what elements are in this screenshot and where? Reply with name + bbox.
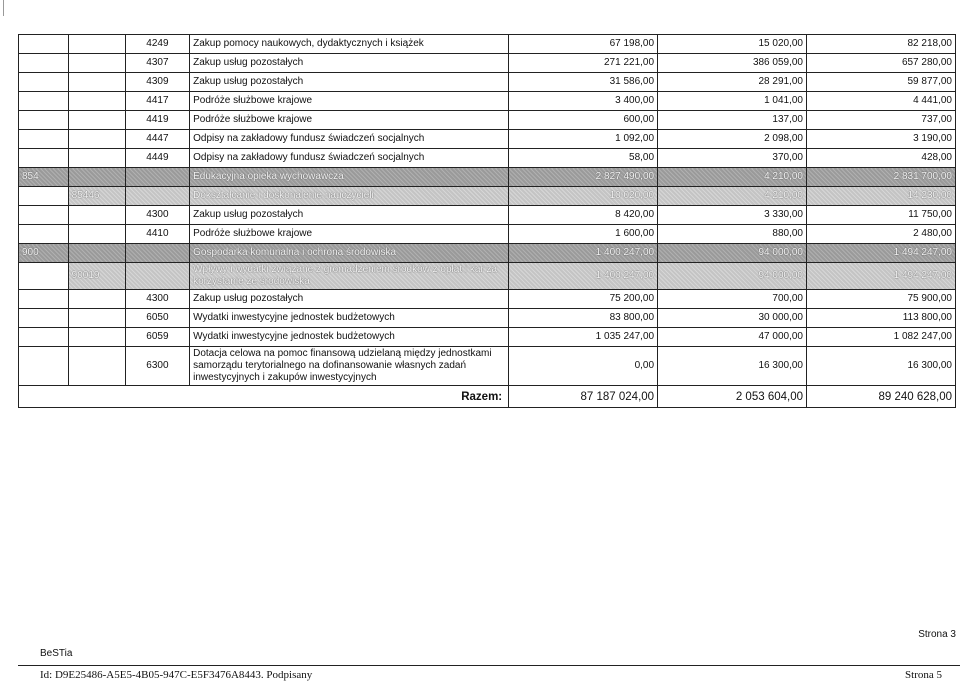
dzial-cell	[19, 206, 69, 225]
paragraf-cell-text: 4417	[146, 95, 169, 106]
value-2-cell-text: 4 210,00	[764, 190, 803, 201]
value-1-cell-text: 0,00	[634, 360, 655, 371]
value-3-cell-text: 737,00	[921, 114, 952, 125]
value-1-cell	[509, 54, 658, 73]
paragraf-cell	[125, 168, 189, 187]
value-3-cell-text: 16 300,00	[907, 360, 952, 371]
value-2-cell	[658, 73, 807, 92]
value-1-cell-text: 67 198,00	[609, 38, 655, 49]
dzial-cell	[19, 187, 69, 206]
name-cell-text: Zakup usług pozostałych	[193, 76, 304, 87]
paragraf-cell-text: 4249	[146, 38, 169, 49]
value-3-cell	[807, 244, 956, 263]
paragraf-cell	[125, 309, 189, 328]
name-cell-text: Odpisy na zakładowy fundusz świadczeń socjalnych	[193, 133, 425, 144]
value-3-cell-text: 1 082 247,00	[893, 331, 952, 342]
name-cell	[190, 206, 509, 225]
name-cell	[190, 347, 509, 386]
paragraf-cell-text: 4410	[146, 228, 169, 239]
table-row	[19, 347, 956, 386]
name-cell-text: Zakup usług pozostałych	[193, 209, 304, 220]
value-3-cell	[807, 187, 956, 206]
value-3-cell-text: 1 494 247,00	[893, 247, 952, 258]
value-2-cell-text: 94 000,00	[758, 270, 803, 281]
value-1-cell	[509, 328, 658, 347]
value-2-cell	[658, 111, 807, 130]
name-cell	[190, 225, 509, 244]
total-row	[19, 386, 956, 408]
value-1-cell	[509, 290, 658, 309]
name-cell-text: Wydatki inwestycyjne jednostek budżetowych	[193, 312, 395, 323]
value-3-cell-text: 82 218,00	[907, 38, 952, 49]
table-row	[19, 328, 956, 347]
dzial-cell	[19, 290, 69, 309]
app-name: BeSTia	[40, 648, 73, 659]
dzial-cell	[19, 130, 69, 149]
rozdzial-cell	[68, 168, 125, 187]
footer-divider	[18, 665, 960, 666]
paragraf-cell	[125, 149, 189, 168]
value-3-cell	[807, 73, 956, 92]
name-cell-text: Wpływy i wydatki związane z gromadzeniem środków z opłat i kar za korzystanie ze środowiska	[193, 264, 498, 287]
value-1-cell	[509, 149, 658, 168]
name-cell	[190, 328, 509, 347]
value-3-cell-text: 14 230,00	[907, 190, 952, 201]
paragraf-cell-text: 4300	[146, 209, 169, 220]
value-2-cell-text: 3 330,00	[764, 209, 803, 220]
name-cell-text: Zakup usług pozostałych	[193, 57, 304, 68]
value-2-cell	[658, 35, 807, 54]
paragraf-cell	[125, 54, 189, 73]
value-1-cell	[509, 187, 658, 206]
value-1-cell-text: 2 827 490,00	[595, 171, 655, 182]
name-cell-text: Zakup usług pozostałych	[193, 293, 304, 304]
value-1-cell-text: 1 092,00	[615, 133, 655, 144]
dzial-cell	[19, 111, 69, 130]
value-2-cell	[658, 187, 807, 206]
rozdzial-cell	[68, 35, 125, 54]
value-1-cell-text: 1 600,00	[615, 228, 655, 239]
value-3-cell-text: 1 494 247,00	[893, 270, 952, 281]
table-row	[19, 92, 956, 111]
value-2-cell-text: 4 210,00	[764, 171, 803, 182]
value-2-cell	[658, 309, 807, 328]
value-3-cell-text: 2 480,00	[913, 228, 952, 239]
budget-table-body	[19, 35, 956, 386]
dzial-cell	[19, 263, 69, 290]
paragraf-cell	[125, 35, 189, 54]
dzial-cell	[19, 73, 69, 92]
table-row	[19, 244, 956, 263]
value-3-cell-text: 59 877,00	[907, 76, 952, 87]
value-2-cell	[658, 244, 807, 263]
name-cell	[190, 130, 509, 149]
paragraf-cell	[125, 263, 189, 290]
total-label: Razem:	[19, 386, 509, 408]
dzial-cell	[19, 168, 69, 187]
value-2-cell-text: 2 098,00	[764, 133, 803, 144]
paragraf-cell	[125, 225, 189, 244]
value-2-cell-text: 386 059,00	[752, 57, 803, 68]
dzial-cell	[19, 92, 69, 111]
value-2-cell	[658, 328, 807, 347]
name-cell	[190, 111, 509, 130]
rozdzial-cell	[68, 92, 125, 111]
dzial-cell	[19, 244, 69, 263]
value-1-cell-text: 83 800,00	[609, 312, 655, 323]
dzial-cell	[19, 347, 69, 386]
value-2-cell	[658, 168, 807, 187]
value-1-cell	[509, 168, 658, 187]
value-2-cell-text: 15 020,00	[758, 38, 803, 49]
outer-page-number: Strona 5	[905, 669, 942, 681]
value-1-cell-text: 10 020,00	[609, 190, 655, 201]
name-cell-text: Edukacyjna opieka wychowawcza	[193, 171, 344, 182]
value-1-cell-text: 600,00	[623, 114, 655, 125]
value-1-cell-text: 3 400,00	[615, 95, 655, 106]
value-3-cell	[807, 263, 956, 290]
value-1-cell-text: 1 035 247,00	[595, 331, 655, 342]
paragraf-cell	[125, 244, 189, 263]
value-2-cell	[658, 347, 807, 386]
name-cell	[190, 187, 509, 206]
value-1-cell	[509, 347, 658, 386]
value-1-cell	[509, 263, 658, 290]
paragraf-cell-text: 4447	[146, 133, 169, 144]
paragraf-cell	[125, 206, 189, 225]
rozdzial-cell	[68, 328, 125, 347]
value-3-cell	[807, 206, 956, 225]
value-3-cell-text: 657 280,00	[901, 57, 952, 68]
paragraf-cell	[125, 347, 189, 386]
value-1-cell	[509, 130, 658, 149]
total-value-1: 87 187 024,00	[509, 386, 658, 408]
paragraf-cell	[125, 73, 189, 92]
rozdzial-cell	[68, 54, 125, 73]
paragraf-cell	[125, 111, 189, 130]
name-cell	[190, 54, 509, 73]
total-value-3: 89 240 628,00	[807, 386, 956, 408]
rozdzial-cell-text: 90019	[71, 270, 100, 281]
name-cell	[190, 35, 509, 54]
table-row	[19, 290, 956, 309]
paragraf-cell-text: 4300	[146, 293, 169, 304]
value-3-cell-text: 428,00	[921, 152, 952, 163]
document-id: Id: D9E25486-A5E5-4B05-947C-E5F3476A8443. Podpisany	[40, 669, 313, 681]
dzial-cell	[19, 149, 69, 168]
value-2-cell-text: 16 300,00	[758, 360, 803, 371]
rozdzial-cell	[68, 263, 125, 290]
inner-page-number: Strona 3	[918, 629, 956, 640]
rozdzial-cell	[68, 244, 125, 263]
value-3-cell-text: 75 900,00	[907, 293, 952, 304]
table-row	[19, 73, 956, 92]
value-1-cell-text: 75 200,00	[609, 293, 655, 304]
value-2-cell-text: 370,00	[772, 152, 803, 163]
value-2-cell	[658, 54, 807, 73]
value-3-cell	[807, 168, 956, 187]
value-2-cell-text: 1 041,00	[764, 95, 803, 106]
rozdzial-cell	[68, 309, 125, 328]
name-cell-text: Gospodarka komunalna i ochrona środowiska	[193, 247, 396, 258]
paragraf-cell	[125, 187, 189, 206]
value-2-cell-text: 28 291,00	[758, 76, 803, 87]
value-1-cell	[509, 225, 658, 244]
name-cell	[190, 168, 509, 187]
value-1-cell-text: 58,00	[629, 152, 655, 163]
value-2-cell-text: 94 000,00	[758, 247, 803, 258]
value-2-cell	[658, 149, 807, 168]
paragraf-cell	[125, 328, 189, 347]
rozdzial-cell	[68, 73, 125, 92]
value-2-cell	[658, 206, 807, 225]
value-2-cell	[658, 290, 807, 309]
value-3-cell	[807, 328, 956, 347]
name-cell	[190, 92, 509, 111]
dzial-cell-text: 900	[22, 247, 39, 258]
value-3-cell-text: 113 800,00	[902, 312, 952, 323]
name-cell-text: Dotacja celowa na pomoc finansową udzielaną między jednostkami samorządu terytorialnego na dofinansowanie własnych zadań inwestycyjnych i zakupów inwestycyjnych	[193, 348, 492, 383]
dzial-cell-text: 854	[22, 171, 39, 182]
dzial-cell	[19, 328, 69, 347]
name-cell	[190, 244, 509, 263]
value-3-cell-text: 2 831 700,00	[893, 171, 952, 182]
value-1-cell	[509, 111, 658, 130]
dzial-cell	[19, 35, 69, 54]
rozdzial-cell	[68, 290, 125, 309]
rozdzial-cell	[68, 187, 125, 206]
paragraf-cell-text: 6050	[146, 312, 169, 323]
table-row	[19, 263, 956, 290]
value-1-cell-text: 1 400 247,00	[595, 247, 655, 258]
table-row	[19, 168, 956, 187]
value-1-cell-text: 271 221,00	[604, 57, 655, 68]
value-1-cell	[509, 244, 658, 263]
name-cell	[190, 73, 509, 92]
name-cell-text: Zakup pomocy naukowych, dydaktycznych i książek	[193, 38, 424, 49]
dzial-cell	[19, 225, 69, 244]
value-3-cell	[807, 54, 956, 73]
scan-artifact	[3, 0, 4, 16]
paragraf-cell-text: 6300	[146, 360, 169, 371]
name-cell	[190, 149, 509, 168]
value-3-cell	[807, 347, 956, 386]
value-3-cell	[807, 111, 956, 130]
name-cell-text: Podróże służbowe krajowe	[193, 95, 313, 106]
value-3-cell	[807, 225, 956, 244]
name-cell-text: Podróże służbowe krajowe	[193, 228, 313, 239]
paragraf-cell-text: 4307	[146, 57, 169, 68]
table-row	[19, 225, 956, 244]
value-2-cell-text: 137,00	[772, 114, 803, 125]
paragraf-cell-text: 6059	[146, 331, 169, 342]
name-cell-text: Wydatki inwestycyjne jednostek budżetowych	[193, 331, 395, 342]
budget-table	[18, 34, 956, 408]
value-2-cell	[658, 130, 807, 149]
paragraf-cell-text: 4419	[146, 114, 169, 125]
rozdzial-cell	[68, 130, 125, 149]
value-2-cell-text: 47 000,00	[758, 331, 803, 342]
value-3-cell	[807, 290, 956, 309]
value-2-cell-text: 880,00	[772, 228, 803, 239]
name-cell	[190, 263, 509, 290]
name-cell-text: Podróże służbowe krajowe	[193, 114, 313, 125]
value-2-cell	[658, 225, 807, 244]
paragraf-cell	[125, 92, 189, 111]
value-1-cell-text: 1 400 247,00	[595, 270, 655, 281]
paragraf-cell	[125, 290, 189, 309]
total-value-2: 2 053 604,00	[658, 386, 807, 408]
table-row	[19, 130, 956, 149]
value-1-cell	[509, 35, 658, 54]
value-1-cell	[509, 92, 658, 111]
value-3-cell-text: 3 190,00	[913, 133, 952, 144]
paragraf-cell	[125, 130, 189, 149]
value-3-cell-text: 11 750,00	[908, 209, 952, 220]
value-2-cell-text: 30 000,00	[758, 312, 803, 323]
dzial-cell	[19, 54, 69, 73]
name-cell	[190, 290, 509, 309]
value-1-cell-text: 8 420,00	[615, 209, 655, 220]
rozdzial-cell-text: 85446	[71, 190, 100, 201]
rozdzial-cell	[68, 111, 125, 130]
value-1-cell	[509, 206, 658, 225]
paragraf-cell-text: 4309	[146, 76, 169, 87]
rozdzial-cell	[68, 347, 125, 386]
value-2-cell	[658, 92, 807, 111]
value-3-cell	[807, 309, 956, 328]
value-1-cell	[509, 309, 658, 328]
rozdzial-cell	[68, 206, 125, 225]
value-3-cell	[807, 130, 956, 149]
value-2-cell	[658, 263, 807, 290]
name-cell-text: Dokształcanie i doskonalenie nauczycieli	[193, 190, 374, 201]
table-row	[19, 206, 956, 225]
dzial-cell	[19, 309, 69, 328]
rozdzial-cell	[68, 225, 125, 244]
value-3-cell	[807, 35, 956, 54]
table-row	[19, 149, 956, 168]
rozdzial-cell	[68, 149, 125, 168]
paragraf-cell-text: 4449	[146, 152, 169, 163]
table-row	[19, 111, 956, 130]
table-row	[19, 309, 956, 328]
value-3-cell	[807, 149, 956, 168]
value-1-cell	[509, 73, 658, 92]
value-3-cell-text: 4 441,00	[913, 95, 952, 106]
name-cell-text: Odpisy na zakładowy fundusz świadczeń socjalnych	[193, 152, 425, 163]
name-cell	[190, 309, 509, 328]
value-3-cell	[807, 92, 956, 111]
table-row	[19, 54, 956, 73]
table-row	[19, 35, 956, 54]
value-2-cell-text: 700,00	[772, 293, 803, 304]
table-row	[19, 187, 956, 206]
value-1-cell-text: 31 586,00	[609, 76, 655, 87]
